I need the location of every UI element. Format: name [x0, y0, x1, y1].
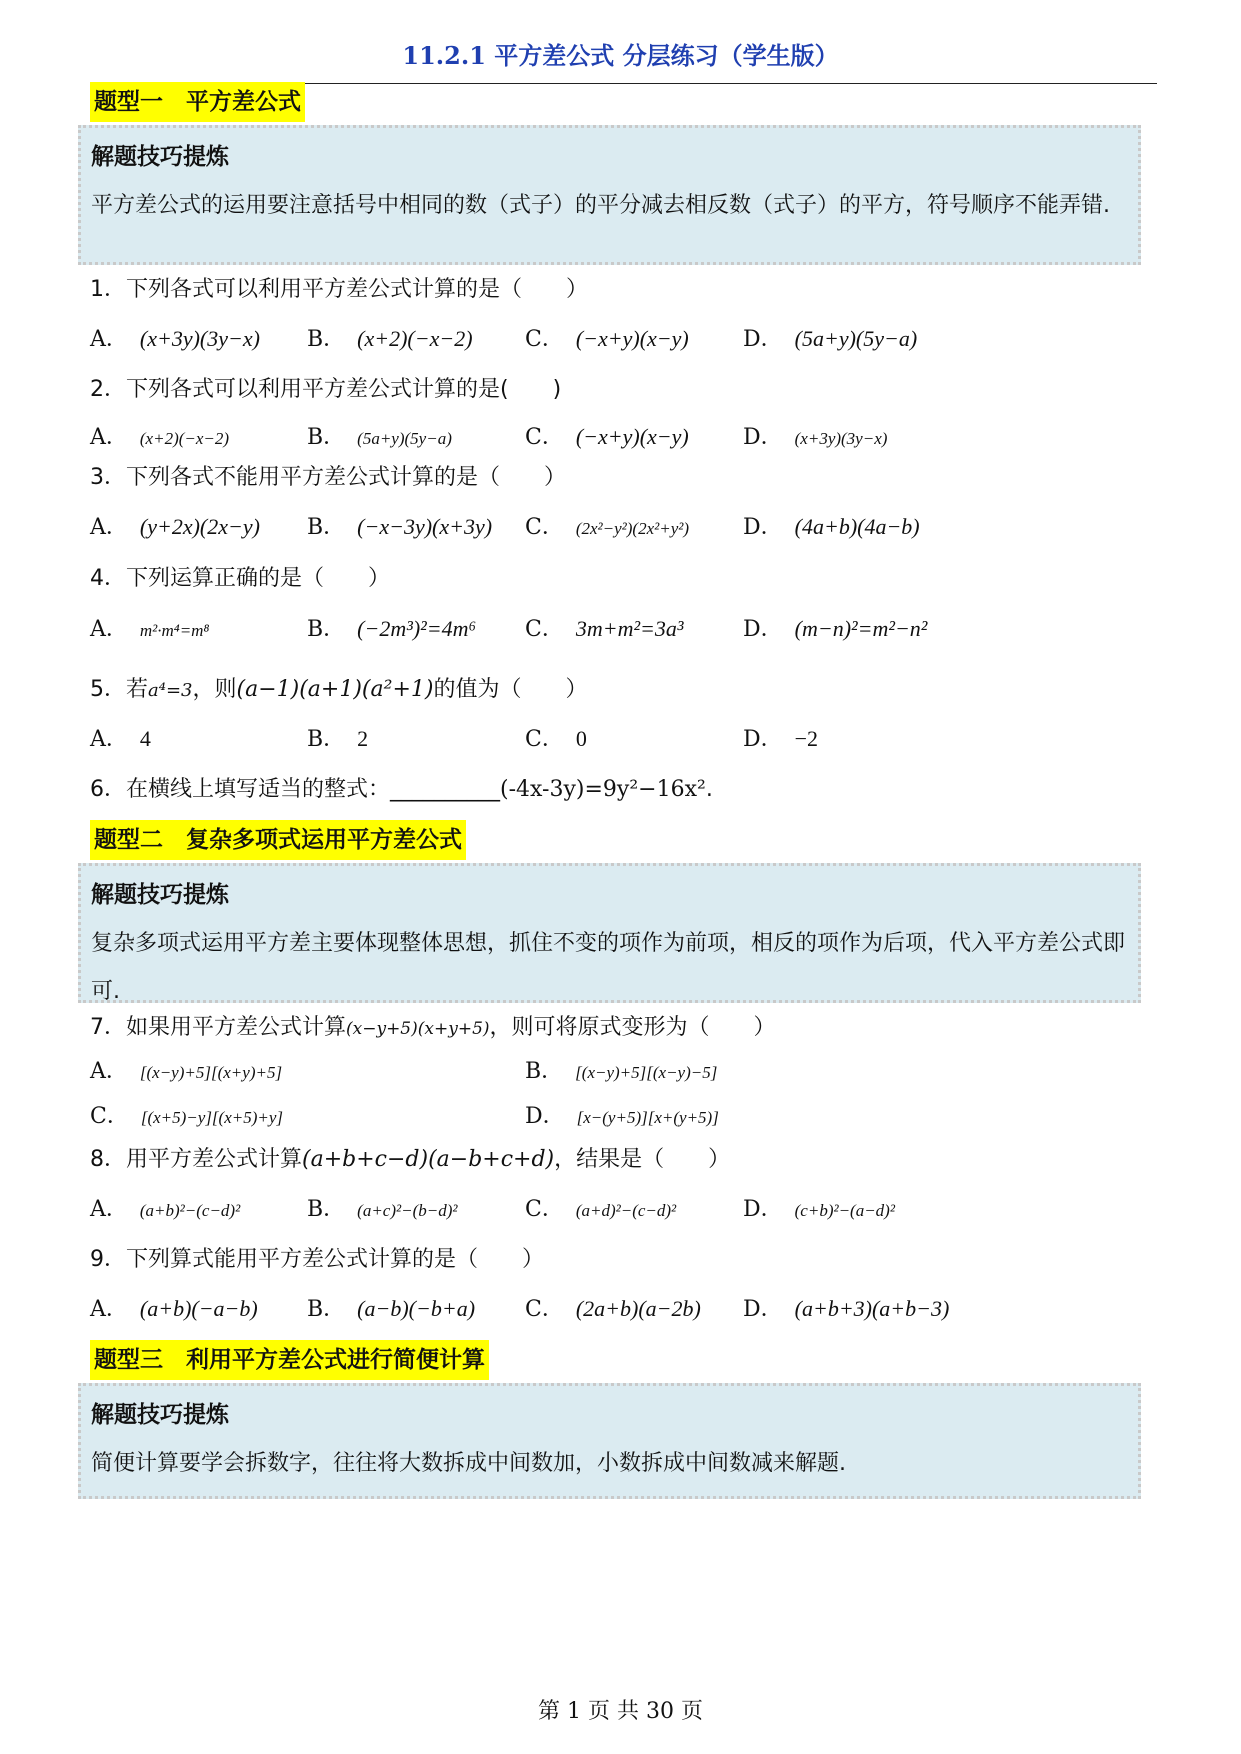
option-label: D．: [743, 515, 783, 540]
question-5-option-d[interactable]: [743, 722, 818, 753]
tip-body-1: 平方差公式的运用要注意括号中相同的数（式子）的平分减去相反数（式子）的平方，符号顺序不能弄错.: [91, 193, 1110, 218]
option-label: C．: [525, 425, 564, 450]
question-7-option-b[interactable]: [525, 1054, 717, 1085]
question-2-option-b[interactable]: [307, 420, 452, 451]
question-5-option-a[interactable]: [90, 722, 151, 753]
tip-box-3: [78, 1383, 1141, 1499]
stem-expression: (x−y+5)(x+y+5): [346, 1019, 490, 1039]
option-label: A．: [90, 727, 128, 752]
question-1-stem: 1．下列各式可以利用平方差公式计算的是（ ）: [90, 277, 588, 302]
stem-text: ，则: [192, 677, 237, 702]
option-expression: (c+b)²−(a−d)²: [794, 1201, 895, 1220]
stem-text: .: [705, 777, 713, 802]
option-expression: (4a+b)(4a−b): [794, 514, 920, 539]
option-expression: (2a+b)(a−2b): [575, 1296, 701, 1321]
option-expression: (a−b)(−b+a): [357, 1296, 476, 1321]
option-label: B．: [307, 515, 346, 540]
question-2-option-c[interactable]: [525, 420, 689, 451]
option-label: A．: [90, 1059, 128, 1084]
option-label: A．: [90, 1197, 128, 1222]
option-expression: (−x+y)(x−y): [575, 424, 689, 449]
option-label: B．: [307, 1197, 346, 1222]
question-2-option-d[interactable]: [743, 420, 887, 451]
option-expression: (y+2x)(2x−y): [139, 514, 260, 539]
question-4-option-b[interactable]: [307, 612, 476, 643]
section-heading-3: 题型三 利用平方差公式进行简便计算: [90, 1340, 489, 1380]
question-9-option-b[interactable]: [307, 1292, 475, 1323]
question-2-option-a[interactable]: [90, 420, 229, 451]
page-footer: 第 1 页 共 30 页: [538, 1699, 703, 1724]
option-expression: (a+c)²−(b−d)²: [357, 1201, 458, 1220]
stem-text: 8．用平方差公式计算: [90, 1147, 302, 1172]
option-label: A．: [90, 327, 128, 352]
stem-text: 的值为（ ）: [433, 677, 588, 702]
question-2-stem: 2．下列各式可以利用平方差公式计算的是( ): [90, 377, 562, 402]
question-1-option-a[interactable]: [90, 322, 260, 353]
option-label: C．: [525, 515, 564, 540]
option-expression: m²·m⁴=m⁸: [139, 621, 210, 640]
option-label: A．: [90, 425, 128, 450]
option-label: C．: [525, 1297, 564, 1322]
option-expression: (x+3y)(3y−x): [794, 429, 888, 448]
option-expression: (−2m³)²=4m⁶: [357, 616, 477, 641]
option-expression: (x+2)(−x−2): [357, 326, 473, 351]
option-expression: 3m+m²=3a³: [575, 616, 684, 641]
question-8-option-b[interactable]: [307, 1192, 457, 1223]
question-9-stem: 9．下列算式能用平方差公式计算的是（ ）: [90, 1247, 544, 1272]
question-5-option-b[interactable]: [307, 722, 368, 753]
question-3-option-c[interactable]: [525, 510, 689, 541]
option-label: D．: [743, 617, 783, 642]
question-7-option-a[interactable]: [90, 1054, 282, 1085]
option-label: D．: [743, 1297, 783, 1322]
option-expression: (a+b)(−a−b): [139, 1296, 258, 1321]
tip-title-3: 解题技巧提炼: [91, 1402, 229, 1428]
tip-body-3: 简便计算要学会拆数字，往往将大数拆成中间数加，小数拆成中间数减来解题.: [91, 1451, 846, 1476]
option-expression: (a+d)²−(c−d)²: [575, 1201, 677, 1220]
stem-expression: (-4x-3y)=9y²−16x²: [500, 777, 706, 802]
question-6-stem: [90, 772, 713, 803]
option-expression: (a+b+3)(a+b−3): [794, 1296, 950, 1321]
option-expression: (m−n)²=m²−n²: [794, 616, 928, 641]
option-label: D．: [743, 327, 783, 352]
option-expression: −2: [794, 726, 819, 751]
option-expression: 0: [575, 726, 587, 751]
question-8-option-a[interactable]: [90, 1192, 240, 1223]
option-label: C．: [525, 327, 564, 352]
option-expression: [(x−y)+5][(x−y)−5]: [575, 1063, 718, 1082]
option-expression: (5a+y)(5y−a): [794, 326, 918, 351]
stem-expression: (a−1)(a+1)(a²+1): [236, 677, 434, 702]
option-label: B．: [307, 327, 346, 352]
tip-title-1: 解题技巧提炼: [91, 144, 229, 170]
option-expression: 2: [357, 726, 369, 751]
tip-box-1: [78, 125, 1141, 265]
option-label: C．: [525, 617, 564, 642]
question-4-stem: 4．下列运算正确的是（ ）: [90, 566, 390, 591]
option-expression: (2x²−y²)(2x²+y²): [575, 519, 689, 538]
stem-text: ，则可将原式变形为（ ）: [489, 1015, 776, 1040]
option-expression: (5a+y)(5y−a): [357, 429, 452, 448]
option-label: B．: [307, 1297, 346, 1322]
option-expression: (x+3y)(3y−x): [139, 326, 260, 351]
option-label: A．: [90, 617, 128, 642]
stem-text: 7．如果用平方差公式计算: [90, 1015, 346, 1040]
option-expression: (x+2)(−x−2): [139, 429, 230, 448]
stem-expression: (a+b+c−d)(a−b+c+d): [302, 1147, 555, 1172]
option-expression: (−x+y)(x−y): [575, 326, 689, 351]
question-9-option-d[interactable]: [743, 1292, 949, 1323]
question-7-option-c[interactable]: [90, 1099, 283, 1130]
question-8-option-c[interactable]: [525, 1192, 676, 1223]
option-label: D．: [743, 1197, 783, 1222]
option-expression: [(x+5)−y][(x+5)+y]: [140, 1108, 284, 1127]
option-expression: 4: [139, 726, 151, 751]
page-title: 11.2.1 平方差公式 分层练习（学生版）: [402, 41, 839, 70]
question-7-option-d[interactable]: [525, 1099, 719, 1130]
tip-box-2: [78, 863, 1141, 1003]
option-label: B．: [307, 727, 346, 752]
stem-text: 6．在横线上填写适当的整式：__________: [90, 777, 500, 802]
tip-body-2: 复杂多项式运用平方差主要体现整体思想，抓住不变的项作为前项，相反的项作为后项，代入平方差公式即可.: [91, 931, 1126, 1004]
question-3-option-a[interactable]: [90, 510, 260, 541]
question-4-option-c[interactable]: [525, 612, 684, 643]
option-label: A．: [90, 515, 128, 540]
stem-text: 5．若: [90, 677, 148, 702]
question-9-option-c[interactable]: [525, 1292, 701, 1323]
option-label: B．: [307, 617, 346, 642]
question-4-option-a[interactable]: [90, 612, 209, 643]
option-expression: [(x−y)+5][(x+y)+5]: [139, 1063, 283, 1082]
option-label: B．: [307, 425, 346, 450]
question-8-stem: [90, 1142, 730, 1173]
question-1-option-c[interactable]: [525, 322, 689, 353]
section-heading-1: 题型一 平方差公式: [90, 82, 305, 122]
question-1-option-b[interactable]: [307, 322, 473, 353]
stem-expression: a⁴=3: [148, 680, 193, 701]
option-label: B．: [525, 1059, 564, 1084]
question-8-option-d[interactable]: [743, 1192, 895, 1223]
option-label: C．: [525, 727, 564, 752]
question-3-option-d[interactable]: [743, 510, 920, 541]
tip-title-2: 解题技巧提炼: [91, 882, 229, 908]
question-7-stem: [90, 1010, 776, 1041]
option-label: A．: [90, 1297, 128, 1322]
question-5-option-c[interactable]: [525, 722, 587, 753]
question-4-option-d[interactable]: [743, 612, 927, 643]
option-expression: (a+b)²−(c−d)²: [139, 1201, 241, 1220]
question-1-option-d[interactable]: [743, 322, 917, 353]
option-label: D．: [743, 425, 783, 450]
question-9-option-a[interactable]: [90, 1292, 258, 1323]
option-label: C．: [525, 1197, 564, 1222]
option-expression: [x−(y+5)][x+(y+5)]: [576, 1108, 719, 1127]
stem-text: ，结果是（ ）: [554, 1147, 731, 1172]
section-heading-2: 题型二 复杂多项式运用平方差公式: [90, 820, 466, 860]
option-label: D．: [743, 727, 783, 752]
option-expression: (−x−3y)(x+3y): [357, 514, 493, 539]
option-label: C．: [90, 1104, 129, 1129]
option-label: D．: [525, 1104, 565, 1129]
question-5-stem: [90, 672, 587, 703]
question-3-option-b[interactable]: [307, 510, 492, 541]
question-3-stem: 3．下列各式不能用平方差公式计算的是（ ）: [90, 465, 566, 490]
